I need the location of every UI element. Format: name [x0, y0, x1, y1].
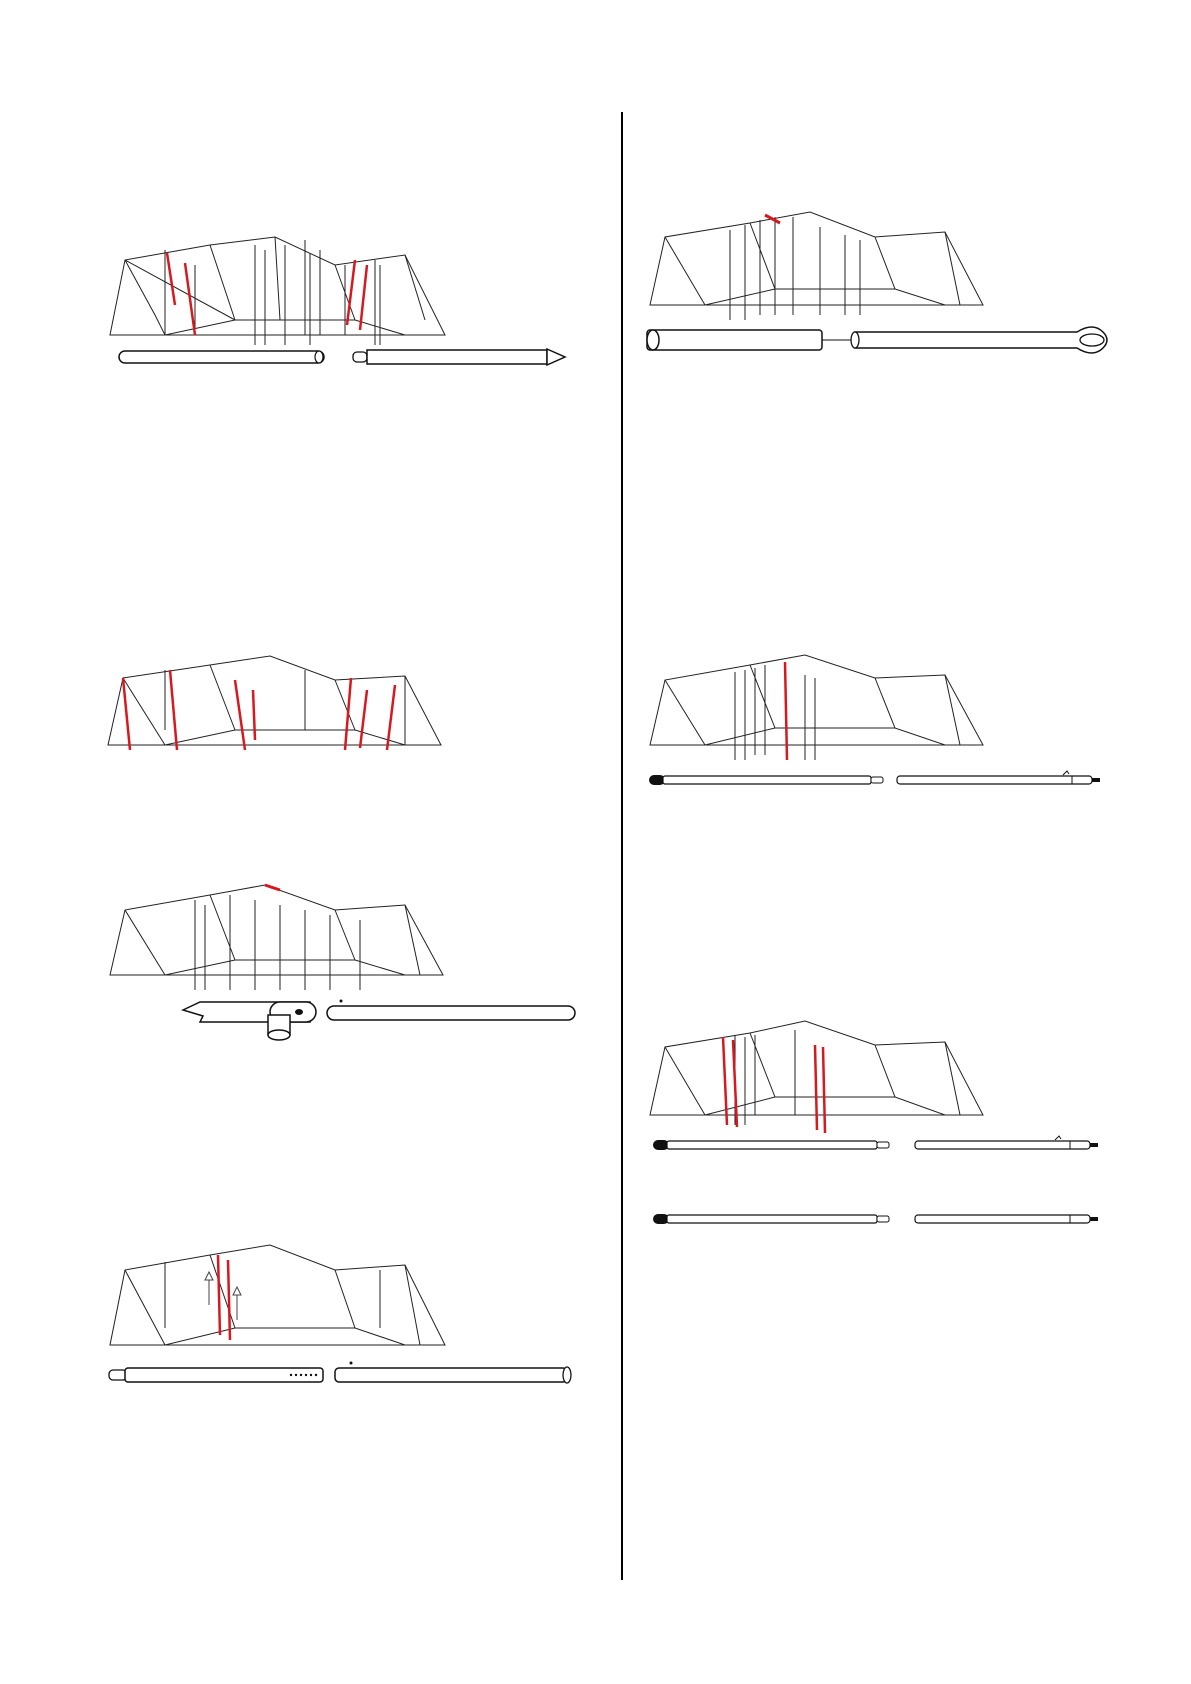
extension-pole [915, 1215, 1098, 1223]
straight-pole [335, 1362, 571, 1384]
step-upright-poles [105, 225, 585, 370]
spiked-extension [915, 1136, 1098, 1149]
spiked-extension [897, 771, 1100, 784]
straight-pole [327, 1000, 575, 1021]
eye-pole [851, 327, 1107, 353]
highlighted-pole [723, 1037, 727, 1125]
highlighted-pole [253, 690, 255, 740]
capped-pole [653, 1214, 889, 1224]
highlighted-connector [265, 885, 280, 890]
step-center-poles [105, 1240, 585, 1390]
capped-pole [653, 1140, 889, 1150]
tent-diagram [105, 1240, 585, 1390]
adjustable-pole [109, 1368, 323, 1382]
highlighted-pole [185, 263, 195, 335]
step-frame-uprights [105, 650, 445, 760]
highlighted-pole [387, 685, 395, 750]
tent-diagram [645, 1015, 1135, 1235]
highlighted-pole [235, 680, 245, 750]
step-rear-poles [645, 650, 1135, 790]
spiked-pole [353, 349, 565, 365]
step-ridge-connector [105, 880, 585, 1055]
highlighted-pole [123, 678, 130, 750]
tent-diagram [105, 225, 585, 370]
highlighted-pole [218, 1255, 220, 1335]
tent-diagram [105, 880, 585, 1055]
tent-diagram [645, 205, 1135, 365]
step-inner-poles [645, 1015, 1135, 1235]
capped-pole [649, 775, 883, 785]
highlighted-pole [360, 265, 367, 330]
highlighted-pole [815, 1045, 817, 1130]
tent-diagram [645, 650, 1135, 790]
highlighted-connector [765, 215, 780, 223]
tent-diagram [105, 650, 445, 760]
highlighted-pole [360, 690, 367, 748]
tube [647, 330, 822, 350]
highlighted-pole [167, 253, 175, 305]
column-divider [621, 112, 623, 1580]
t-connector [183, 1002, 316, 1040]
straight-pole [119, 351, 324, 363]
highlighted-pole [170, 670, 177, 750]
step-ridge-eye [645, 205, 1135, 365]
highlighted-pole [345, 678, 351, 750]
highlighted-pole [823, 1047, 825, 1133]
highlighted-pole [228, 1260, 230, 1340]
